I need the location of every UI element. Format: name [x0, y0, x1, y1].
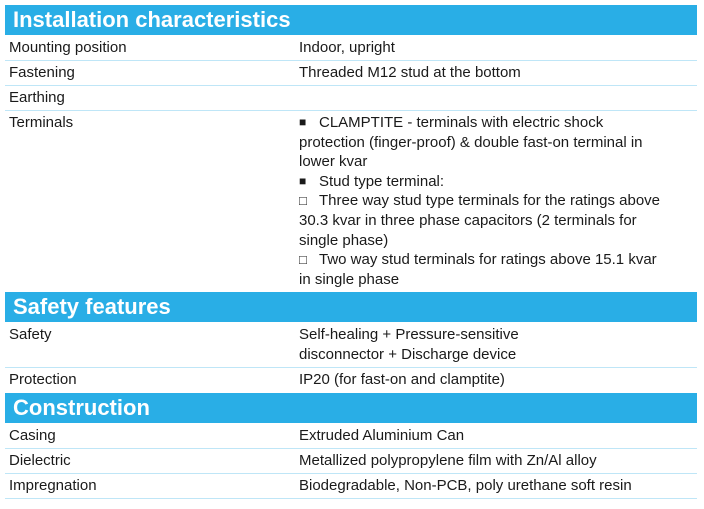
- row-label: Protection: [9, 371, 77, 388]
- row-value: Biodegradable, Non-PCB, poly urethane soft resin: [299, 477, 632, 494]
- section-header-installation: Installation characteristics: [5, 5, 697, 35]
- row-value: Metallized polypropylene film with Zn/Al alloy: [299, 452, 597, 469]
- sub-bullet-item: [299, 250, 695, 270]
- row-value: Extruded Aluminium Can: [299, 427, 465, 444]
- bullet-text-continued: protection (finger-proof) & double fast-on terminal in: [299, 133, 643, 151]
- sub-bullet-text-continued: 30.3 kvar in three phase capacitors (2 terminals for: [299, 211, 637, 229]
- row-value: Indoor, upright: [299, 39, 395, 56]
- bullet-text-continued: lower kvar: [299, 153, 368, 171]
- filled-square-bullet-icon: ■: [299, 173, 307, 188]
- open-square-bullet-icon: □: [299, 252, 307, 268]
- filled-square-bullet-icon: ■: [299, 115, 307, 129]
- row-value: IP20 (for fast-on and clamptite): [299, 371, 505, 388]
- table-row: [5, 35, 697, 60]
- row-label: Safety: [9, 326, 52, 343]
- row-label: Terminals: [9, 114, 74, 131]
- sub-bullet-text-continued: single phase): [299, 231, 389, 249]
- table-row: [5, 423, 697, 448]
- row-value: [299, 325, 695, 364]
- table-row: [5, 448, 697, 473]
- table-row: [5, 60, 697, 85]
- row-label: Earthing: [9, 89, 65, 106]
- bullet-item: [299, 113, 695, 133]
- row-label: Impregnation: [9, 477, 97, 494]
- row-label: Mounting position: [9, 39, 127, 56]
- row-label: Casing: [9, 427, 56, 444]
- bullet-text: Stud type terminal:: [319, 172, 445, 190]
- open-square-bullet-icon: □: [299, 193, 307, 209]
- row-divider: [5, 498, 697, 499]
- sub-bullet-item: [299, 191, 695, 211]
- row-label: Fastening: [9, 64, 75, 81]
- bullet-text: CLAMPTITE - terminals with electric shock: [319, 114, 604, 131]
- terminals-description: [299, 113, 695, 289]
- value-line: Self-healing + Pressure-sensitive: [299, 326, 519, 343]
- bullet-item: [299, 172, 695, 192]
- section-header-safety: Safety features: [5, 292, 697, 322]
- table-row: [5, 85, 697, 110]
- table-row-terminals: [5, 110, 697, 290]
- table-row: [5, 473, 697, 498]
- table-row: [5, 367, 697, 392]
- sub-bullet-text-continued: in single phase: [299, 270, 400, 288]
- section-header-construction: Construction: [5, 393, 697, 423]
- row-label: Dielectric: [9, 452, 71, 469]
- value-line: disconnector + Discharge device: [299, 345, 517, 363]
- table-row: [5, 322, 697, 367]
- sub-bullet-text: Three way stud type terminals for the ratings above: [319, 192, 661, 210]
- row-value: Threaded M12 stud at the bottom: [299, 64, 521, 81]
- sub-bullet-text: Two way stud terminals for ratings above 15.1 kvar: [319, 251, 657, 269]
